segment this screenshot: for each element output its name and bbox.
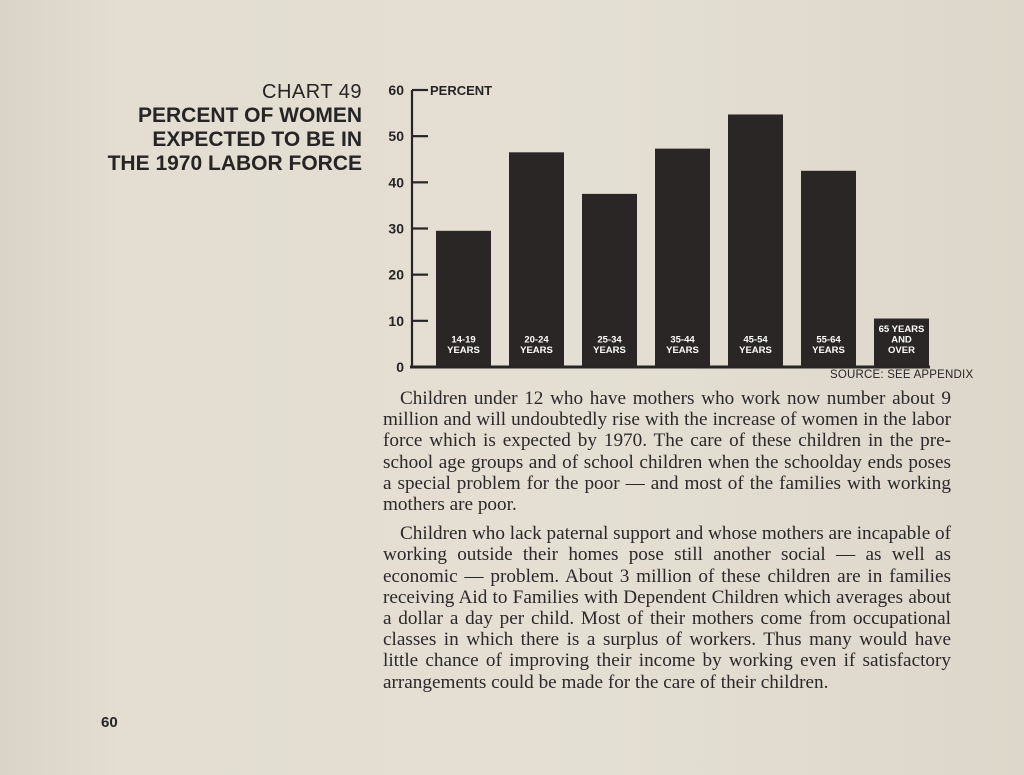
bar-chart bbox=[360, 70, 960, 390]
chart-heading bbox=[90, 80, 362, 176]
body-text bbox=[383, 388, 951, 701]
page-number: 60 bbox=[101, 714, 118, 731]
y-tick-label: 0 bbox=[396, 359, 404, 375]
y-tick-label: 20 bbox=[388, 266, 404, 283]
y-tick-label: 60 bbox=[388, 82, 404, 98]
bar-label: 45-54 bbox=[743, 334, 768, 346]
bar-label: 55-64 bbox=[816, 334, 841, 346]
bar-label: 65 YEARS bbox=[878, 324, 925, 335]
bar-label: AND bbox=[891, 334, 912, 346]
bar-label: OVER bbox=[888, 345, 915, 356]
body-paragraph-1: Children under 12 who have mothers who work now number about 9 million and will undoubtedly rise with the increase of women in the labor force which is expected by 1970. The care of these children in the pre-school age groups and of school children when the schoolday ends poses a special problem for the poor — and most of the families with working mothers are poor. bbox=[383, 388, 951, 516]
bar-label: YEARS bbox=[739, 345, 772, 356]
bar bbox=[728, 114, 783, 367]
source-note: SOURCE: SEE APPENDIX bbox=[830, 369, 974, 381]
chart-number: CHART 49 bbox=[262, 81, 362, 103]
bar-label: YEARS bbox=[666, 345, 699, 356]
bar-label: YEARS bbox=[593, 345, 626, 356]
bar-label: YEARS bbox=[812, 345, 845, 356]
y-tick-label: 40 bbox=[388, 174, 404, 191]
bar-label: 20-24 bbox=[524, 334, 549, 346]
bar-label: 25-34 bbox=[597, 334, 622, 346]
bars-group bbox=[436, 114, 929, 367]
y-tick-label: 10 bbox=[388, 312, 404, 329]
bar-label: 35-44 bbox=[670, 334, 695, 346]
bar-label: 14-19 bbox=[451, 334, 476, 346]
y-axis-label: PERCENT bbox=[430, 83, 493, 98]
bar-label: YEARS bbox=[447, 345, 480, 356]
chart-title: PERCENT OF WOMEN EXPECTED TO BE IN THE 1970 LABOR FORCE bbox=[107, 104, 362, 175]
bar-label: YEARS bbox=[520, 345, 553, 356]
y-tick-label: 50 bbox=[388, 128, 404, 145]
y-tick-label: 30 bbox=[388, 220, 404, 237]
body-paragraph-2: Children who lack paternal support and whose mothers are incapable of working outside their homes pose still another social — as well as economic — problem. About 3 million of these children are in families receiving Aid to Families with Dependent Children which averages about a dollar a day per child. Most of their mothers come from occupational classes in which there is a surplus of workers. Thus many would have little chance of improving their income by working even if satisfactory arrangements could be made for the care of their children. bbox=[383, 523, 951, 693]
